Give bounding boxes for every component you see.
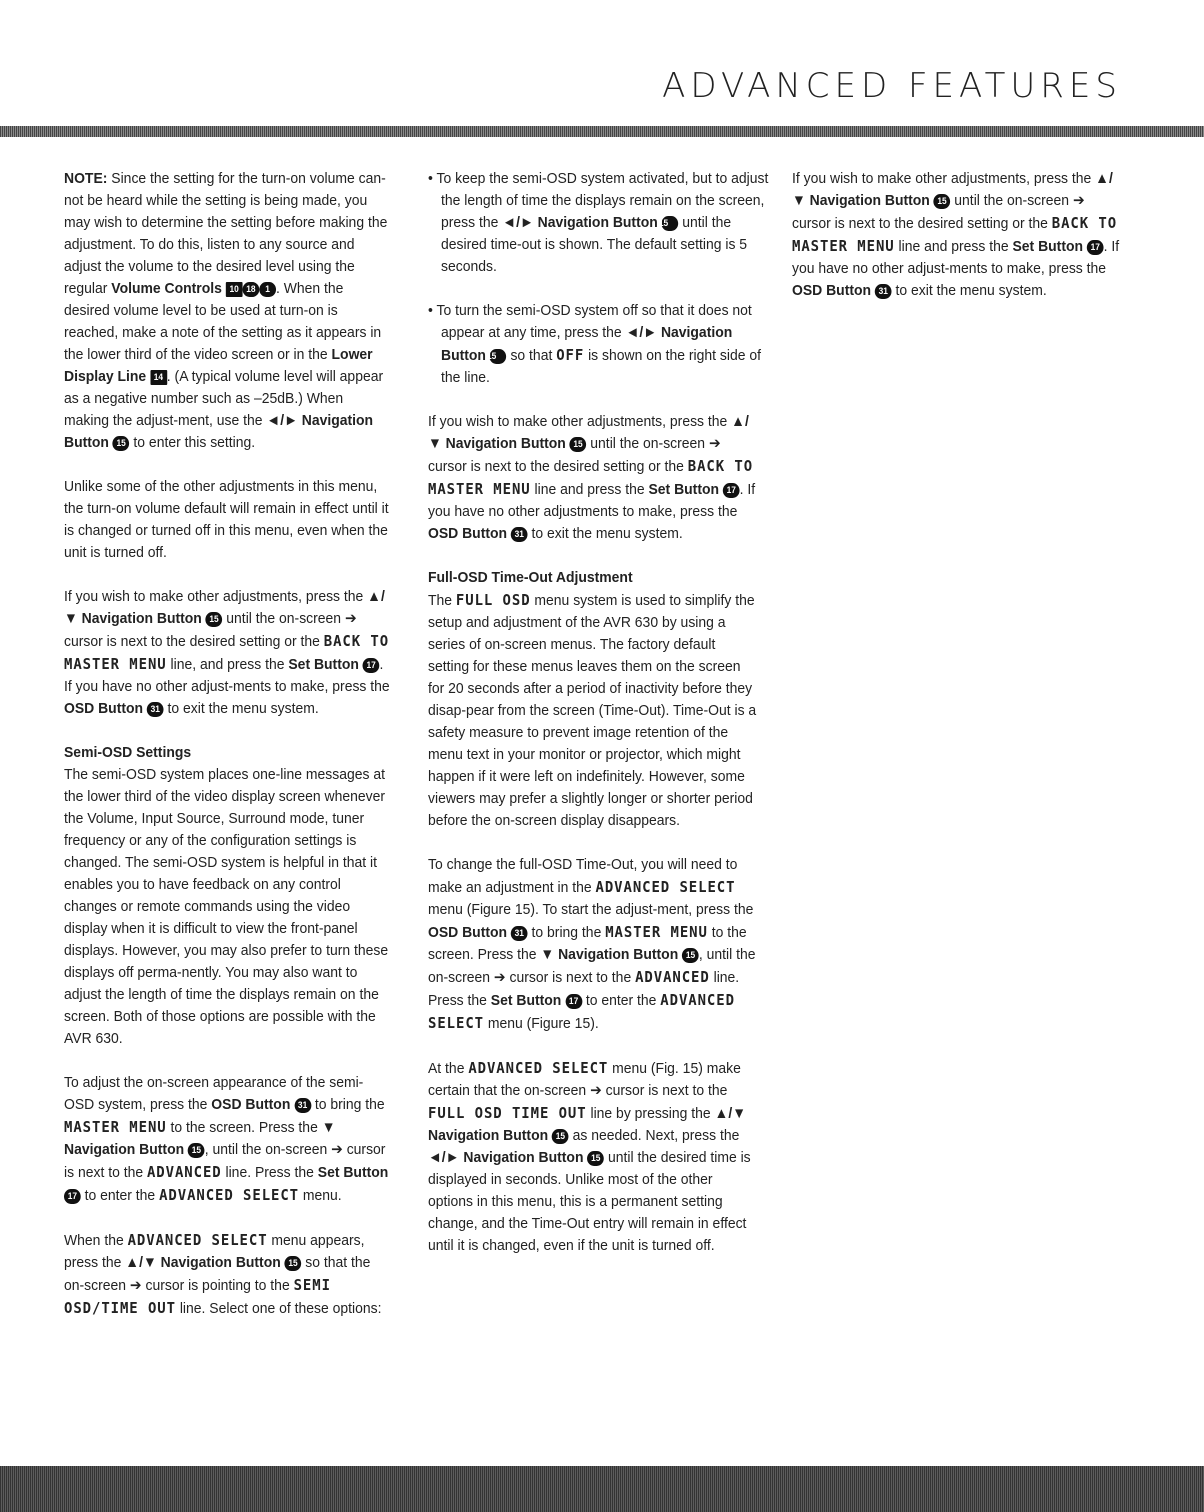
ref-badge: 1 (259, 282, 276, 297)
paragraph: At the ADVANCED SELECT menu (Fig. 15) make certain that the on-screen ➔ cursor is next to the FULL OSD TIME OUT line by pressing the ▲/▼ Navigation Button 15 as needed. Next, press the ◄/► Navigation Button 15 until the desired time is displayed in seconds. Unlike most of the other options in this menu, this is a permanent setting change, and the Time-Out entry will remain in effect until it is changed, even if the unit is turned off. (428, 1059, 751, 1254)
ref-badge: 15 (662, 216, 679, 231)
bullet-item: • To turn the semi-OSD system off so that it does not appear at any time, press the ◄/► Navigation Button 15 so that OFF is shown on the right side of the line. (428, 302, 761, 386)
ref-badge: 15 (206, 612, 223, 627)
header-rule (0, 126, 1204, 137)
section-heading: Full-OSD Time-Out Adjustment (428, 569, 633, 586)
column-1 (64, 168, 392, 1342)
page-title: ADVANCED FEATURES (662, 66, 1122, 106)
paragraph: The FULL OSD menu system is used to simplify the setup and adjustment of the AVR 630 by using a series of on-screen menus. The factory default setting for these menus leaves them on the screen for 20 seconds after a period of inactivity before they disap-pear from the screen (Time-Out). Time-Out is a safety measure to prevent image retention of the menu text in your monitor or projector, which might happen if it were left on indefinitely. However, some viewers may prefer a slightly longer or shorter period before the on-screen display disappears. (428, 591, 757, 829)
footer-bar (0, 1466, 1204, 1512)
ref-badge: 31 (875, 284, 892, 299)
ref-badge: 18 (243, 282, 260, 297)
ref-badge: 15 (552, 1129, 569, 1144)
ref-badge: 17 (1087, 240, 1104, 255)
ref-badge: 17 (723, 483, 740, 498)
ref-badge: 10 (226, 282, 243, 297)
ref-badge: 15 (682, 948, 699, 963)
bullet-item: • To keep the semi-OSD system activated, but to adjust the length of time the displays remain on the screen, press the ◄/► Navigation Button 15 until the desired time-out is shown. The default setting is 5 seconds. (428, 170, 769, 275)
ref-badge: 15 (490, 349, 507, 364)
ref-badge: 31 (511, 527, 528, 542)
paragraph: To adjust the on-screen appearance of the semi-OSD system, press the OSD Button 31 to bring the MASTER MENU to the screen. Press the ▼ Navigation Button 15 , until the on-screen ➔ cursor is next to the ADVANCED line. Press the Set Button 17 to enter the ADVANCED SELECT menu. (64, 1074, 389, 1204)
ref-badge: 31 (511, 926, 528, 941)
note-paragraph: NOTE: Since the setting for the turn-on volume can-not be heard while the setting is being made, you may wish to determine the setting before making the adjustment. To do this, listen to any source and adjust the volume to the desired level using the regular Volume Controls 10 18 1 . When the desired volume level to be used at turn-on is reached, make a note of the setting as it appears in the lower third of the video screen or in the Lower Display Line 14 . (A typical volume level will appear as a negative number such as –25dB.) When making the adjust-ment, use the ◄/► Navigation Button 15 to enter this setting. (64, 170, 388, 451)
ref-badge: 17 (363, 658, 380, 673)
column-3 (792, 168, 1122, 324)
paragraph: If you wish to make other adjustments, press the ▲/▼ Navigation Button 15 until the on-screen ➔ cursor is next to the desired setting or the BACK TO MASTER MENU line, and press the Set Button 17 . If you have no other adjust-ments to make, press the OSD Button 31 to exit the menu system. (64, 588, 390, 717)
paragraph: To change the full-OSD Time-Out, you will need to make an adjustment in the ADVANCED SELECT menu (Figure 15). To start the adjust-ment, press the OSD Button 31 to bring the MASTER MENU to the screen. Press the ▼ Navigation Button 15 , until the on-screen ➔ cursor is next to the ADVANCED line. Press the Set Button 17 to enter the ADVANCED SELECT menu (Figure 15). (428, 856, 756, 1032)
paragraph: If you wish to make other adjustments, press the ▲/▼ Navigation Button 15 until the on-screen ➔ cursor is next to the desired setting or the BACK TO MASTER MENU line and press the Set Button 17 . If you have no other adjust-ments to make, press the OSD Button 31 to exit the menu system. (792, 170, 1120, 299)
column-2 (428, 168, 769, 1279)
paragraph: If you wish to make other adjustments, press the ▲/▼ Navigation Button 15 until the on-screen ➔ cursor is next to the desired setting or the BACK TO MASTER MENU line and press the Set Button 17 . If you have no other adjustments to make, press the OSD Button 31 to exit the menu system. (428, 413, 756, 542)
ref-badge: 15 (570, 437, 587, 452)
ref-badge: 17 (565, 994, 582, 1009)
paragraph: The semi-OSD system places one-line messages at the lower third of the video display screen whenever the Volume, Input Source, Surround mode, tuner frequency or any of the configuration settings is changed. The semi-OSD system is helpful in that it enables you to have feedback on any control changes or remote commands using the video display when it is difficult to view the front-panel displays. However, you may also prefer to turn these displays off perma-nently. You may also want to adjust the length of time the displays remain on the screen. Both of those options are possible with the AVR 630. (64, 766, 389, 1047)
ref-badge: 15 (587, 1151, 604, 1166)
section-heading: Semi-OSD Settings (64, 744, 192, 761)
ref-badge: 31 (294, 1098, 311, 1113)
ref-badge: 15 (113, 436, 130, 451)
ref-badge: 15 (934, 194, 951, 209)
ref-badge: 31 (147, 702, 164, 717)
ref-badge: 15 (285, 1256, 302, 1271)
paragraph: Unlike some of the other adjustments in this menu, the turn-on volume default will remain in effect until it is changed or turned off in this menu, even when the unit is turned off. (64, 478, 389, 561)
paragraph: When the ADVANCED SELECT menu appears, press the ▲/▼ Navigation Button 15 so that the on-screen ➔ cursor is pointing to the SEMI OSD/TIME OUT line. Select one of these options: (64, 1231, 382, 1317)
ref-badge: 15 (188, 1143, 205, 1158)
ref-badge: 14 (150, 370, 167, 385)
ref-badge: 17 (64, 1189, 81, 1204)
